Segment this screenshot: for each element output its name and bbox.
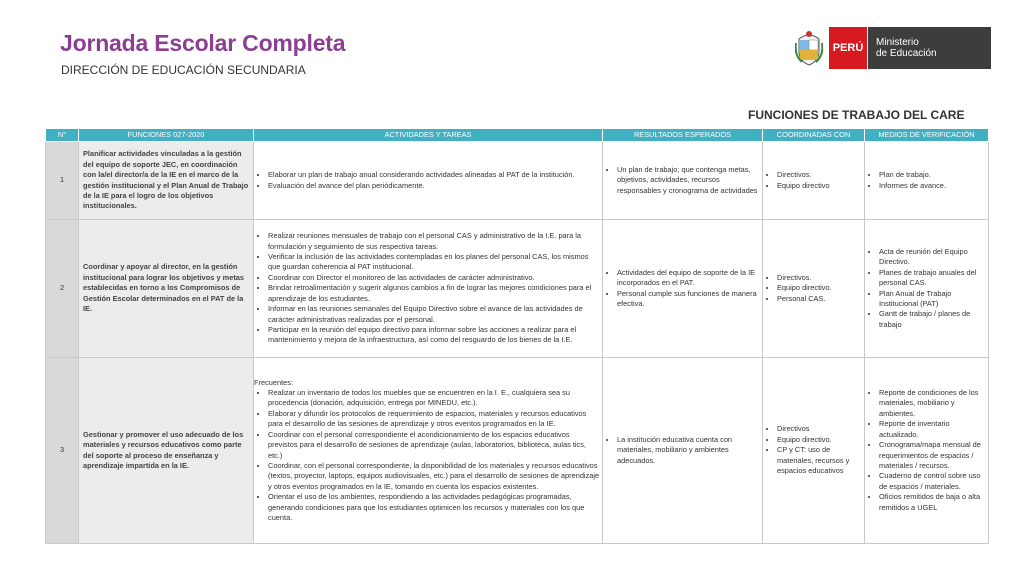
medios-list — [867, 247, 986, 330]
page-subtitle: DIRECCIÓN DE EDUCACIÓN SECUNDARIA — [61, 63, 306, 77]
list-item: • Planes de trabajo anuales del personal CAS. — [879, 268, 986, 289]
list-item: • Equipo directivo — [777, 181, 862, 191]
resultados-list — [605, 268, 760, 310]
page-title: Jornada Escolar Completa — [60, 30, 346, 56]
coordinated-cell — [763, 142, 865, 220]
row-number: 3 — [46, 358, 79, 544]
list-item: • Gantt de trabajo / planes de trabajo — [879, 309, 986, 330]
list-item: • Equipo directivo. — [777, 435, 862, 445]
list-item: • Coordinar con Director el monitoreo de las actividades de carácter administrativo. — [268, 273, 600, 283]
results-cell — [603, 358, 763, 544]
function-cell — [79, 358, 254, 544]
list-item: • Elaborar y difundir los protocolos de requerimiento de espacios, materiales y recursos educativos para el desarrollo de las sesiones de aprendizaje y otros eventos programados en la IE. — [268, 409, 600, 430]
header-resultados: RESULTADOS ESPERADOS — [603, 129, 763, 142]
list-item: • Evaluación del avance del plan periódicamente. — [268, 181, 600, 191]
list-item: • Acta de reunión del Equipo Directivo. — [879, 247, 986, 268]
actividades-list — [256, 231, 600, 345]
verification-cell — [865, 142, 989, 220]
table-row — [46, 220, 989, 358]
list-item: • Directivos. — [777, 170, 862, 180]
list-item: • Reporte de condiciones de los materiales, mobiliario y ambientes. — [879, 388, 986, 419]
table-row — [46, 142, 989, 220]
coordinated-cell — [763, 358, 865, 544]
verification-cell — [865, 220, 989, 358]
results-cell — [603, 142, 763, 220]
list-item: • Orientar el uso de los ambientes, respondiendo a las actividades pedagógicas programadas, generando condiciones para que los estudiantes optimicen los recursos y materiales con los que cuenta. — [268, 492, 600, 523]
list-item: • Elaborar un plan de trabajo anual considerando actividades alineadas al PAT de la institución. — [268, 170, 600, 180]
list-item: • Realizar reuniones mensuales de trabajo con el personal CAS y administrativo de la I.E. para la formulación y seguimiento de sus respectiva tareas. — [268, 231, 600, 252]
list-item: • Informar en las reuniones semanales del Equipo Directivo sobre el avance de las actividades de carácter administrativas realizadas por el personal. — [268, 304, 600, 325]
list-item: • Realizar un inventario de todos los muebles que se encuentren en la I. E., cualquiera sea su procedencia (donación, adquisición, entrega por MINEDU, etc.). — [268, 388, 600, 409]
row-number: 1 — [46, 142, 79, 220]
section-title: FUNCIONES DE TRABAJO DEL CARE — [748, 108, 965, 122]
header-coordinadas: COORDINADAS CON — [763, 129, 865, 142]
list-item: • Cronograma/mapa mensual de requerimientos de espacios / materiales / recursos. — [879, 440, 986, 471]
activities-cell — [254, 220, 603, 358]
function-text: Coordinar y apoyar al director, en la gestión institucional para lograr los objetivos y metas establecidas en torno a los Compromisos de Gestión Escolar determinados en el PAT de la IE. — [83, 262, 244, 314]
table-header-row — [46, 129, 989, 142]
coordinated-cell — [763, 220, 865, 358]
ministry-logo — [795, 27, 991, 69]
coat-of-arms-icon — [795, 29, 823, 67]
actividades-list — [256, 388, 600, 523]
header-actividades: ACTIVIDADES Y TAREAS — [254, 129, 603, 142]
activities-cell — [254, 358, 603, 544]
list-item: • Equipo directivo. — [777, 283, 862, 293]
list-item: • Oficios remitidos de baja o alta remitidos a UGEL — [879, 492, 986, 513]
function-cell — [79, 142, 254, 220]
ministry-line-2: de Educación — [876, 48, 937, 59]
header-medios: MEDIOS DE VERIFICACIÓN — [865, 129, 989, 142]
list-item: • La institución educativa cuenta con materiales, mobiliario y ambientes adecuados. — [617, 435, 760, 466]
medios-list — [867, 388, 986, 513]
list-item: • Actividades del equipo de soporte de la IE incorporados en el PAT. — [617, 268, 760, 289]
row-number: 2 — [46, 220, 79, 358]
ministry-name — [867, 27, 991, 69]
medios-list — [867, 170, 986, 191]
resultados-list — [605, 435, 760, 466]
activities-intro: Frecuentes: — [254, 377, 294, 387]
list-item: • Participar en la reunión del equipo directivo para informar sobre las acciones a realizar para el mantenimiento y mejora de la infraestructura, así como del resguardo de los bienes de la I.E. — [268, 325, 600, 346]
list-item: • Un plan de trabajo; que contenga metas, objetivos, actividades, recursos responsables y cronograma de actividades — [617, 165, 760, 196]
function-text: Planificar actividades vinculadas a la gestión del equipo de soporte JEC, en coordinación con la/el director/a de la IE en el marco de la gestión institucional y el Plan Anual de Trabajo de la IE para el logro de los objetivos institucionales. — [83, 149, 249, 211]
list-item: • Coordinar, con el personal correspondiente, la disponibilidad de los materiales y recursos educativos (textos, proyector, laptops, equipos audiovisuales, etc.) para el desarrollo de sesiones de aprendizaje y otros eventos programados en la IE, tomando en cuenta los espacios existentes. — [268, 461, 600, 492]
verification-cell — [865, 358, 989, 544]
list-item: • Brindar retroalimentación y sugerir algunos cambios a fin de lograr las mejores condiciones para el aprendizaje de los estudiantes. — [268, 283, 600, 304]
list-item: • Plan Anual de Trabajo Institucional (PAT) — [879, 289, 986, 310]
ministry-line-1: Ministerio — [876, 37, 919, 48]
header-num: N° — [46, 129, 79, 142]
list-item: • Reporte de inventario actualizado. — [879, 419, 986, 440]
list-item: • Verificar la inclusión de las actividades contempladas en los planes del personal CAS, los mismos que guardan coherencia al PAT institucional. — [268, 252, 600, 273]
list-item: • Directivos — [777, 424, 862, 434]
actividades-list — [256, 170, 600, 191]
list-item: • Personal cumple sus funciones de manera efectiva. — [617, 289, 760, 310]
coordinadas-list — [765, 170, 862, 191]
coordinadas-list — [765, 424, 862, 476]
peru-badge: PERÚ — [829, 27, 867, 69]
list-item: • Personal CAS. — [777, 294, 862, 304]
table-row — [46, 358, 989, 544]
resultados-list — [605, 165, 760, 196]
list-item: • Coordinar con el personal correspondiente el acondicionamiento de los espacios educativos previstos para el desarrollo de sesiones de aprendizaje (aulas, laboratorios, biblioteca, aulas tics, etc.) — [268, 430, 600, 461]
list-item: • Cuaderno de control sobre uso de espacios / materiales. — [879, 471, 986, 492]
functions-table — [45, 128, 989, 544]
list-item: • CP y CT: uso de materiales, recursos y espacios educativos — [777, 445, 862, 476]
function-cell — [79, 220, 254, 358]
coordinadas-list — [765, 273, 862, 304]
activities-cell — [254, 142, 603, 220]
list-item: • Informes de avance. — [879, 181, 986, 191]
header-funciones: FUNCIONES 027-2020 — [79, 129, 254, 142]
results-cell — [603, 220, 763, 358]
function-text: Gestionar y promover el uso adecuado de los materiales y recursos educativos como parte del soporte al proceso de enseñanza y aprendizaje impartida en la IE. — [83, 429, 244, 470]
list-item: • Directivos. — [777, 273, 862, 283]
list-item: • Plan de trabajo. — [879, 170, 986, 180]
